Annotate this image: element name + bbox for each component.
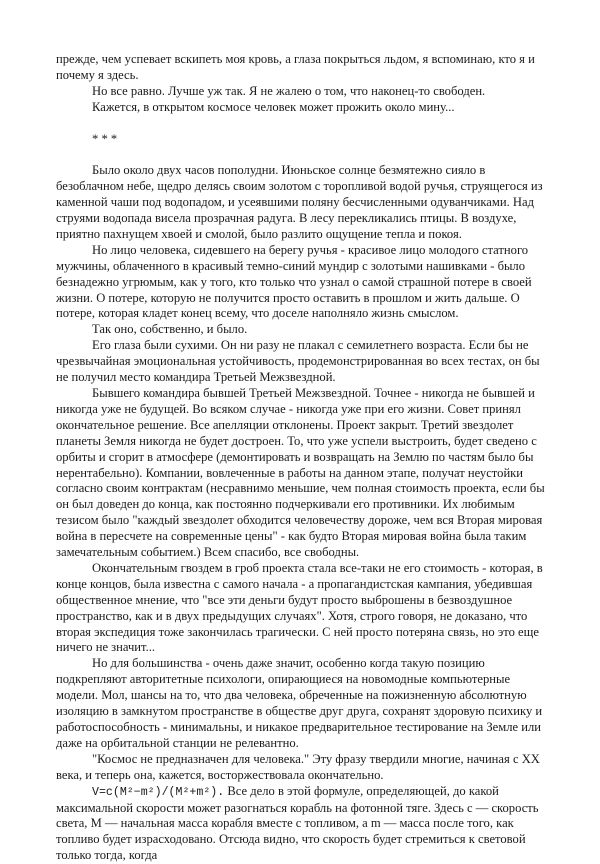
paragraph: Но для большинства - очень даже значит, особенно когда такую позицию подкрепляют авторитетные психологи, опирающиеся на новомодные компьютерные модели. Мол, шансы на то, что два человека, обреченные на пожизненную абсолютную изоляцию в замкнутом пространстве в обществе друг друга, сохранят здоровую психику и работоспособность - минимальны, и никакое предварительное тестирование на Земле или даже на орбитальной станции не релевантно. xyxy=(56,656,543,750)
formula-paragraph xyxy=(56,784,550,864)
paragraph: Так оно, собственно, и было. xyxy=(92,322,248,337)
blank-line xyxy=(56,116,550,132)
text-block-main xyxy=(56,163,550,783)
paragraph: Окончательным гвоздем в гроб проекта стала все-таки не его стоимость - которая, в конце концов, была известна с самого начала - а пропагандистская кампания, убедившая общественное мнение, что "все эти деньги будут просто выброшены в безвоздушное пространство, как и в двух предыдущих случаях". Хотя, строго говоря, не доказано, что вторая экспедиция тоже закончилась трагически. С ней просто потеряна связь, но это еще ничего не значит... xyxy=(56,560,543,655)
blank-line xyxy=(56,147,550,163)
formula-explanation: Все дело в этой формуле, определяющей, до какой максимальной скорости может разогнаться корабль на фотонной тяге. Здесь с — скорость света, М — начальная масса корабля вместе с топливом, а m — масса после того, как топливо будет израсходовано. Отсюда видно, что скорость будет стремиться к световой только тогда, когда xyxy=(56,783,539,863)
paragraph: Но лицо человека, сидевшего на берегу ручья - красивое лицо молодого статного мужчины, облаченного в красивый темно-синий мундир с золотыми нашивками - было безнадежно угрюмым, как у того, кто только что узнал о самой страшной потере в своей жизни. О потере, которую не получится просто оставить в прошлом и жить дальше. О потере, которая кладет конец всему, что доселе наполняло жизнь смыслом. xyxy=(56,242,532,321)
paragraph: Было около двух часов пополудни. Июньское солнце безмятежно сияло в безоблачном небе, щедро делясь своим золотом с торопливой водой ручья, струящегося из каменной чаши под водопадом, и усеявшими поляну бесчисленными одуванчиками. Над струями водопада висела прозрачная радуга. В лесу перекликались птицы. В воздухе, приятно пахнущем хвоей и смолой, было разлито ощущение тепла и покоя. xyxy=(56,163,543,241)
paragraph: Его глаза были сухими. Он ни разу не плакал с семилетнего возраста. Если бы не чрезвычайная эмоциональная устойчивость, продемонстрированная во всех тестах, он бы не получил место командира Третьей Межзвездной. xyxy=(56,338,540,385)
paragraph: "Космос не предназначен для человека." Эту фразу твердили многие, начиная с XX века, и теперь она, кажется, восторжествовала окончательно. xyxy=(56,751,540,782)
text-block-top xyxy=(56,52,550,116)
section-separator: * * * xyxy=(92,131,118,146)
paragraph: Кажется, в открытом космосе человек может прожить около мину... xyxy=(92,99,455,114)
formula: V=c(M²−m²)/(M²+m²). xyxy=(92,785,225,799)
paragraph: Но все равно. Лучше уж так. Я не жалею о том, что наконец-то свободен. xyxy=(92,83,486,98)
paragraph: Бывшего командира бывшей Третьей Межзвездной. Точнее - никогда не бывшей и никогда уже не будущей. Во всяком случае - никогда уже при его жизни. Совет принял окончательное решение. Все апелляции отклонены. Проект закрыт. Третий звездолет планеты Земля никогда не будет достроен. То, что уже успели выстроить, будет сведено с орбиты и сгорит в атмосфере (демонтировать и возвращать на Землю по частям было бы нерентабельно). Компании, вовлеченные в работы на данном этапе, получат неустойки согласно своим контрактам (несравнимо меньшие, чем полная стоимость проекта, если бы он был доведен до конца, как постоянно подчеркивали его противники. Их любимым тезисом было "каждый звездолет обходится человечеству дороже, чем вся Вторая мировая война в пересчете на современные цены" - как будто Вторая мировая война была таким замечательным событием.) Всем спасибо, все свободны. xyxy=(56,385,545,560)
paragraph: прежде, чем успевает вскипеть моя кровь, а глаза покрыться льдом, я вспоминаю, кто я и почему я здесь. xyxy=(56,52,535,82)
